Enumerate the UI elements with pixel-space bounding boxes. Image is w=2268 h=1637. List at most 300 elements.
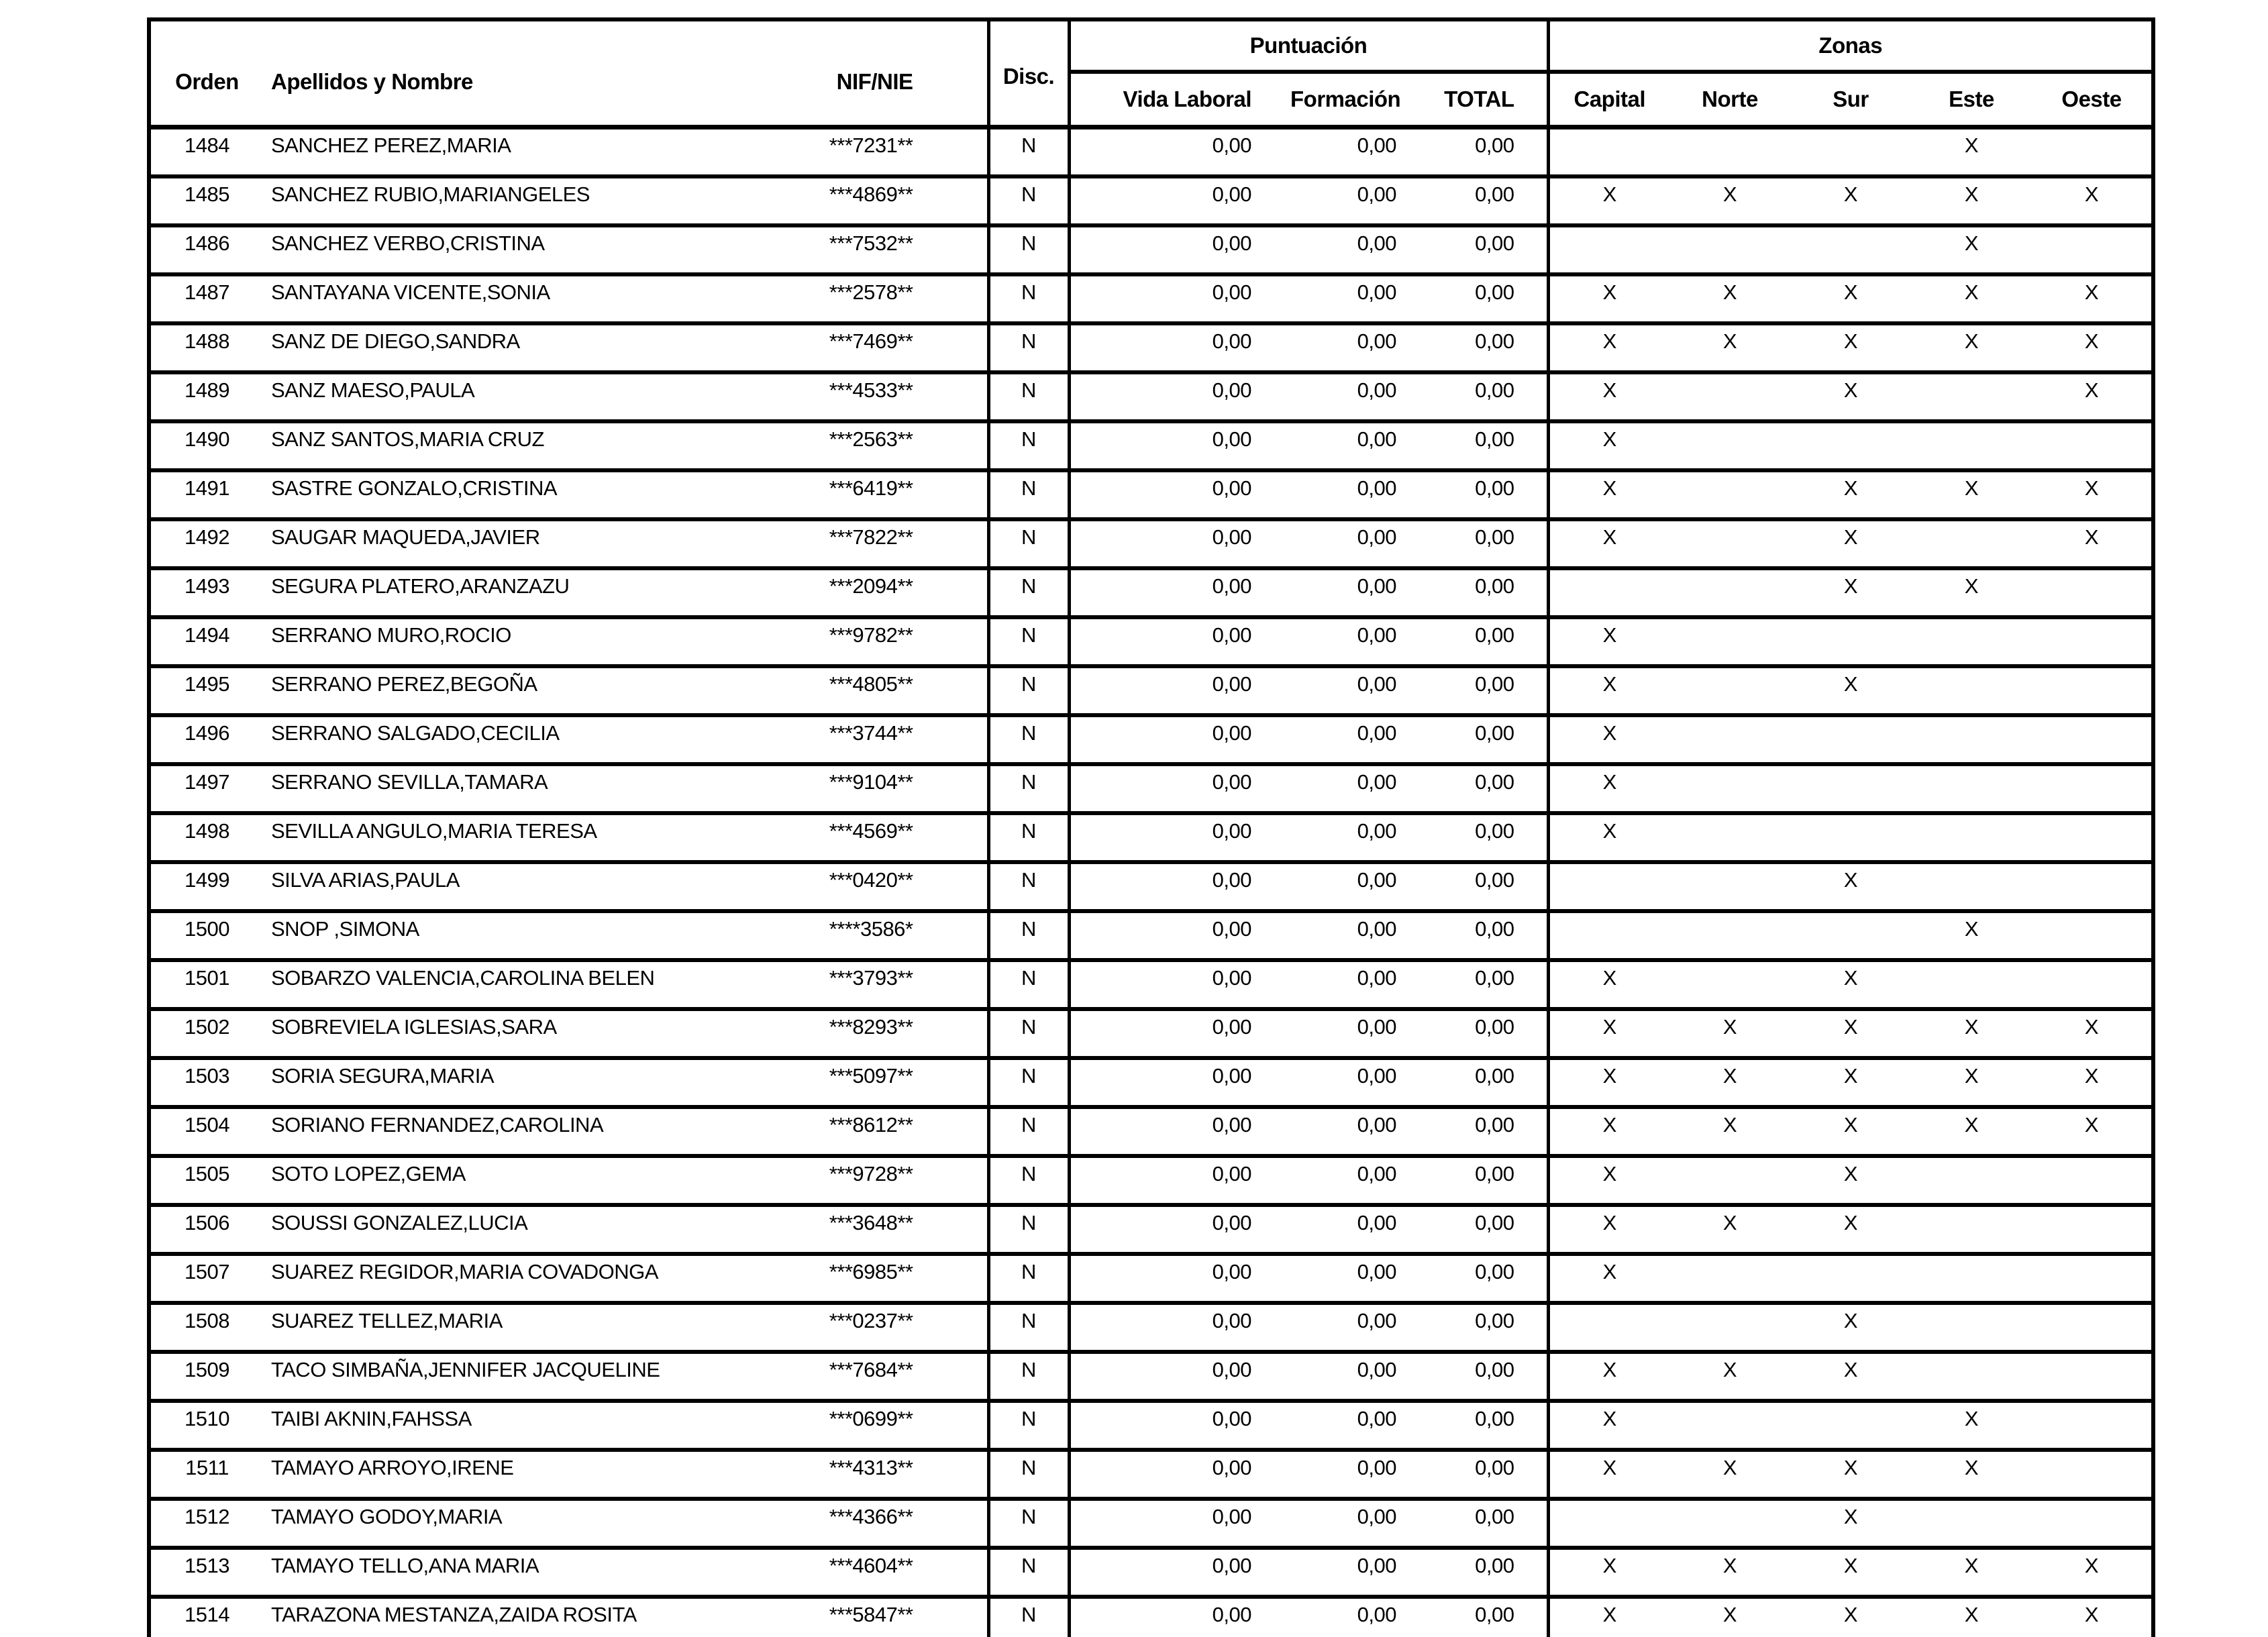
zona-este-cell	[1911, 862, 2032, 911]
orden-cell: 1490	[149, 421, 263, 470]
disc-cell: N	[988, 1254, 1069, 1303]
zona-capital-cell: X	[1548, 470, 1669, 519]
zona-este-cell: X	[1911, 1401, 2032, 1450]
zona-capital-cell	[1548, 127, 1669, 176]
vida-laboral-cell: 0,00	[1069, 1303, 1290, 1352]
zona-sur-cell: X	[1790, 1499, 1911, 1548]
zona-sur-cell: X	[1790, 666, 1911, 715]
col-header-nif: NIF/NIE	[836, 69, 913, 94]
zona-oeste-cell	[2032, 666, 2153, 715]
zona-sur-cell: X	[1790, 1597, 1911, 1637]
zona-norte-cell	[1669, 1499, 1790, 1548]
zona-norte-cell: X	[1669, 1548, 1790, 1597]
zona-sur-cell: X	[1790, 1058, 1911, 1107]
name-cell: SANZ DE DIEGO,SANDRA	[263, 323, 706, 372]
nif-cell: ***6419**	[706, 470, 988, 519]
zona-sur-cell: X	[1790, 1352, 1911, 1401]
disc-cell: N	[988, 764, 1069, 813]
zona-este-cell: X	[1911, 1107, 2032, 1156]
zona-norte-cell	[1669, 862, 1790, 911]
zona-este-cell: X	[1911, 1597, 2032, 1637]
disc-cell: N	[988, 568, 1069, 617]
orden-cell: 1488	[149, 323, 263, 372]
zona-capital-cell: X	[1548, 1205, 1669, 1254]
name-cell: SEGURA PLATERO,ARANZAZU	[263, 568, 706, 617]
col-header-orden: Orden	[175, 69, 239, 94]
orden-cell: 1484	[149, 127, 263, 176]
name-cell: SEVILLA ANGULO,MARIA TERESA	[263, 813, 706, 862]
total-cell: 0,00	[1425, 813, 1548, 862]
zona-sur-cell: X	[1790, 274, 1911, 323]
nif-cell: ***7231**	[706, 127, 988, 176]
zona-capital-cell: X	[1548, 764, 1669, 813]
col-header-vida-laboral: Vida Laboral	[1123, 87, 1251, 111]
zona-sur-cell: X	[1790, 176, 1911, 225]
orden-cell: 1502	[149, 1009, 263, 1058]
disc-cell: N	[988, 421, 1069, 470]
total-cell: 0,00	[1425, 1597, 1548, 1637]
zona-sur-cell	[1790, 813, 1911, 862]
zona-norte-cell	[1669, 960, 1790, 1009]
total-cell: 0,00	[1425, 323, 1548, 372]
orden-cell: 1498	[149, 813, 263, 862]
disc-cell: N	[988, 862, 1069, 911]
vida-laboral-cell: 0,00	[1069, 421, 1290, 470]
zona-este-cell: X	[1911, 1009, 2032, 1058]
table-row	[149, 1450, 2153, 1499]
orden-cell: 1512	[149, 1499, 263, 1548]
zona-oeste-cell	[2032, 1499, 2153, 1548]
disc-cell: N	[988, 1352, 1069, 1401]
nif-cell: ***2563**	[706, 421, 988, 470]
nif-cell: ***4313**	[706, 1450, 988, 1499]
zona-oeste-cell: X	[2032, 1009, 2153, 1058]
zona-sur-cell: X	[1790, 1205, 1911, 1254]
orden-cell: 1507	[149, 1254, 263, 1303]
formacion-cell: 0,00	[1290, 323, 1425, 372]
disc-cell: N	[988, 127, 1069, 176]
total-cell: 0,00	[1425, 1205, 1548, 1254]
zona-este-cell	[1911, 715, 2032, 764]
zona-oeste-cell	[2032, 127, 2153, 176]
orden-cell: 1503	[149, 1058, 263, 1107]
formacion-cell: 0,00	[1290, 1058, 1425, 1107]
vida-laboral-cell: 0,00	[1069, 862, 1290, 911]
zona-capital-cell: X	[1548, 960, 1669, 1009]
zona-sur-cell: X	[1790, 519, 1911, 568]
orden-cell: 1485	[149, 176, 263, 225]
nif-cell: ***4604**	[706, 1548, 988, 1597]
orden-cell: 1511	[149, 1450, 263, 1499]
zona-este-cell	[1911, 372, 2032, 421]
zona-este-cell	[1911, 960, 2032, 1009]
name-cell: SORIA SEGURA,MARIA	[263, 1058, 706, 1107]
name-cell: SANTAYANA VICENTE,SONIA	[263, 274, 706, 323]
table-row	[149, 225, 2153, 274]
name-cell: SERRANO MURO,ROCIO	[263, 617, 706, 666]
vida-laboral-cell: 0,00	[1069, 225, 1290, 274]
total-cell: 0,00	[1425, 960, 1548, 1009]
col-header-disc: Disc.	[988, 19, 1069, 127]
total-cell: 0,00	[1425, 568, 1548, 617]
vida-laboral-cell: 0,00	[1069, 813, 1290, 862]
zona-sur-cell: X	[1790, 1450, 1911, 1499]
zona-norte-cell	[1669, 1254, 1790, 1303]
formacion-cell: 0,00	[1290, 862, 1425, 911]
zona-este-cell: X	[1911, 127, 2032, 176]
table-row	[149, 862, 2153, 911]
zona-sur-cell: X	[1790, 1303, 1911, 1352]
orden-cell: 1489	[149, 372, 263, 421]
group-header-zonas: Zonas	[1548, 19, 2153, 72]
vida-laboral-cell: 0,00	[1069, 1254, 1290, 1303]
nif-cell: ***8612**	[706, 1107, 988, 1156]
orden-cell: 1486	[149, 225, 263, 274]
zona-oeste-cell	[2032, 813, 2153, 862]
zona-oeste-cell: X	[2032, 1058, 2153, 1107]
zona-este-cell: X	[1911, 323, 2032, 372]
total-cell: 0,00	[1425, 764, 1548, 813]
vida-laboral-cell: 0,00	[1069, 1499, 1290, 1548]
table-row	[149, 421, 2153, 470]
disc-cell: N	[988, 1499, 1069, 1548]
zona-capital-cell: X	[1548, 666, 1669, 715]
zona-norte-cell	[1669, 127, 1790, 176]
total-cell: 0,00	[1425, 1156, 1548, 1205]
orden-cell: 1500	[149, 911, 263, 960]
zona-oeste-cell: X	[2032, 519, 2153, 568]
zona-norte-cell	[1669, 764, 1790, 813]
name-cell: SANCHEZ PEREZ,MARIA	[263, 127, 706, 176]
zona-oeste-cell	[2032, 960, 2153, 1009]
formacion-cell: 0,00	[1290, 1499, 1425, 1548]
zona-capital-cell: X	[1548, 1254, 1669, 1303]
zona-este-cell	[1911, 813, 2032, 862]
nif-cell: ***7469**	[706, 323, 988, 372]
zona-sur-cell	[1790, 617, 1911, 666]
nif-cell: ***2094**	[706, 568, 988, 617]
formacion-cell: 0,00	[1290, 1303, 1425, 1352]
nif-cell: ***3793**	[706, 960, 988, 1009]
zona-oeste-cell: X	[2032, 1107, 2153, 1156]
zona-este-cell	[1911, 1303, 2032, 1352]
zona-capital-cell: X	[1548, 1009, 1669, 1058]
formacion-cell: 0,00	[1290, 1254, 1425, 1303]
formacion-cell: 0,00	[1290, 911, 1425, 960]
zona-capital-cell: X	[1548, 176, 1669, 225]
zona-capital-cell	[1548, 1303, 1669, 1352]
zona-capital-cell	[1548, 1499, 1669, 1548]
zona-sur-cell: X	[1790, 960, 1911, 1009]
zona-capital-cell: X	[1548, 372, 1669, 421]
total-cell: 0,00	[1425, 421, 1548, 470]
nif-cell: ***4869**	[706, 176, 988, 225]
zona-norte-cell	[1669, 519, 1790, 568]
zona-capital-cell	[1548, 568, 1669, 617]
zona-norte-cell: X	[1669, 1058, 1790, 1107]
formacion-cell: 0,00	[1290, 666, 1425, 715]
zona-oeste-cell	[2032, 911, 2153, 960]
zona-norte-cell	[1669, 1303, 1790, 1352]
zona-oeste-cell	[2032, 764, 2153, 813]
disc-cell: N	[988, 176, 1069, 225]
zona-este-cell	[1911, 519, 2032, 568]
vida-laboral-cell: 0,00	[1069, 1205, 1290, 1254]
disc-cell: N	[988, 274, 1069, 323]
zona-norte-cell	[1669, 568, 1790, 617]
zona-oeste-cell: X	[2032, 372, 2153, 421]
zona-este-cell	[1911, 1352, 2032, 1401]
zona-capital-cell	[1548, 225, 1669, 274]
group-header-puntuacion: Puntuación	[1069, 19, 1548, 72]
name-cell: SANZ SANTOS,MARIA CRUZ	[263, 421, 706, 470]
total-cell: 0,00	[1425, 666, 1548, 715]
table-row	[149, 1205, 2153, 1254]
zona-sur-cell	[1790, 127, 1911, 176]
vida-laboral-cell: 0,00	[1069, 1156, 1290, 1205]
results-table	[147, 17, 2155, 1637]
disc-cell: N	[988, 1205, 1069, 1254]
orden-cell: 1510	[149, 1401, 263, 1450]
vida-laboral-cell: 0,00	[1069, 1107, 1290, 1156]
zona-capital-cell: X	[1548, 715, 1669, 764]
formacion-cell: 0,00	[1290, 1352, 1425, 1401]
nif-cell: ***6985**	[706, 1254, 988, 1303]
total-cell: 0,00	[1425, 127, 1548, 176]
vida-laboral-cell: 0,00	[1069, 470, 1290, 519]
vida-laboral-cell: 0,00	[1069, 960, 1290, 1009]
zona-oeste-cell	[2032, 1254, 2153, 1303]
nif-cell: ***4805**	[706, 666, 988, 715]
zona-oeste-cell	[2032, 421, 2153, 470]
zona-oeste-cell	[2032, 1303, 2153, 1352]
table-row	[149, 1107, 2153, 1156]
zona-norte-cell	[1669, 421, 1790, 470]
zona-este-cell: X	[1911, 176, 2032, 225]
zona-norte-cell: X	[1669, 1009, 1790, 1058]
orden-cell: 1501	[149, 960, 263, 1009]
name-cell: TAMAYO GODOY,MARIA	[263, 1499, 706, 1548]
table-header	[149, 19, 2153, 127]
name-cell: SNOP ,SIMONA	[263, 911, 706, 960]
orden-cell: 1504	[149, 1107, 263, 1156]
zona-este-cell: X	[1911, 1058, 2032, 1107]
table-row	[149, 715, 2153, 764]
name-cell: SUAREZ TELLEZ,MARIA	[263, 1303, 706, 1352]
zona-norte-cell	[1669, 1156, 1790, 1205]
col-header-formacion: Formación	[1290, 87, 1401, 111]
zona-capital-cell: X	[1548, 1156, 1669, 1205]
table-row	[149, 764, 2153, 813]
zona-norte-cell	[1669, 666, 1790, 715]
zona-sur-cell: X	[1790, 372, 1911, 421]
zona-sur-cell: X	[1790, 862, 1911, 911]
zona-oeste-cell: X	[2032, 470, 2153, 519]
zona-este-cell: X	[1911, 274, 2032, 323]
zona-norte-cell: X	[1669, 323, 1790, 372]
zona-este-cell: X	[1911, 470, 2032, 519]
nif-cell: ***4366**	[706, 1499, 988, 1548]
nif-cell: ***7822**	[706, 519, 988, 568]
total-cell: 0,00	[1425, 1352, 1548, 1401]
total-cell: 0,00	[1425, 715, 1548, 764]
vida-laboral-cell: 0,00	[1069, 323, 1290, 372]
zona-capital-cell: X	[1548, 323, 1669, 372]
table-row	[149, 911, 2153, 960]
zona-este-cell	[1911, 1499, 2032, 1548]
total-cell: 0,00	[1425, 1548, 1548, 1597]
zona-este-cell	[1911, 1254, 2032, 1303]
disc-cell: N	[988, 1009, 1069, 1058]
formacion-cell: 0,00	[1290, 127, 1425, 176]
zona-este-cell: X	[1911, 1548, 2032, 1597]
zona-oeste-cell	[2032, 862, 2153, 911]
zona-sur-cell: X	[1790, 1156, 1911, 1205]
zona-este-cell: X	[1911, 225, 2032, 274]
table-row	[149, 666, 2153, 715]
nif-cell: ***3744**	[706, 715, 988, 764]
vida-laboral-cell: 0,00	[1069, 176, 1290, 225]
zona-oeste-cell	[2032, 568, 2153, 617]
zona-norte-cell	[1669, 715, 1790, 764]
nif-cell: ***4533**	[706, 372, 988, 421]
total-cell: 0,00	[1425, 274, 1548, 323]
name-cell: SUAREZ REGIDOR,MARIA COVADONGA	[263, 1254, 706, 1303]
zona-norte-cell: X	[1669, 1205, 1790, 1254]
header-row-groups	[149, 19, 2153, 72]
col-header-capital: Capital	[1548, 72, 1669, 127]
formacion-cell: 0,00	[1290, 274, 1425, 323]
formacion-cell: 0,00	[1290, 617, 1425, 666]
table-row	[149, 1303, 2153, 1352]
formacion-cell: 0,00	[1290, 176, 1425, 225]
nif-cell: ***3648**	[706, 1205, 988, 1254]
vida-laboral-cell: 0,00	[1069, 764, 1290, 813]
formacion-cell: 0,00	[1290, 421, 1425, 470]
orden-cell: 1505	[149, 1156, 263, 1205]
name-cell: SERRANO PEREZ,BEGOÑA	[263, 666, 706, 715]
disc-cell: N	[988, 1303, 1069, 1352]
name-cell: TAIBI AKNIN,FAHSSA	[263, 1401, 706, 1450]
name-cell: TARAZONA MESTANZA,ZAIDA ROSITA	[263, 1597, 706, 1637]
disc-cell: N	[988, 813, 1069, 862]
nif-cell: ***9104**	[706, 764, 988, 813]
orden-cell: 1509	[149, 1352, 263, 1401]
zona-norte-cell	[1669, 372, 1790, 421]
table-row	[149, 1352, 2153, 1401]
vida-laboral-cell: 0,00	[1069, 372, 1290, 421]
nif-cell: ***5097**	[706, 1058, 988, 1107]
vida-laboral-cell: 0,00	[1069, 1352, 1290, 1401]
name-cell: TACO SIMBAÑA,JENNIFER JACQUELINE	[263, 1352, 706, 1401]
total-cell: 0,00	[1425, 911, 1548, 960]
zona-este-cell	[1911, 421, 2032, 470]
name-cell: SOBARZO VALENCIA,CAROLINA BELEN	[263, 960, 706, 1009]
disc-cell: N	[988, 1058, 1069, 1107]
vida-laboral-cell: 0,00	[1069, 1058, 1290, 1107]
zona-norte-cell: X	[1669, 1352, 1790, 1401]
table-body	[149, 127, 2153, 1637]
nif-cell: ***0237**	[706, 1303, 988, 1352]
zona-capital-cell: X	[1548, 1107, 1669, 1156]
zona-oeste-cell	[2032, 1156, 2153, 1205]
formacion-cell: 0,00	[1290, 1401, 1425, 1450]
col-header-total: TOTAL	[1444, 87, 1514, 111]
disc-cell: N	[988, 372, 1069, 421]
orden-cell: 1499	[149, 862, 263, 911]
total-cell: 0,00	[1425, 1303, 1548, 1352]
zona-sur-cell	[1790, 421, 1911, 470]
formacion-cell: 0,00	[1290, 1205, 1425, 1254]
vida-laboral-cell: 0,00	[1069, 666, 1290, 715]
zona-capital-cell: X	[1548, 1401, 1669, 1450]
table-row	[149, 127, 2153, 176]
formacion-cell: 0,00	[1290, 470, 1425, 519]
zona-norte-cell	[1669, 470, 1790, 519]
table-row	[149, 1009, 2153, 1058]
disc-cell: N	[988, 1548, 1069, 1597]
formacion-cell: 0,00	[1290, 960, 1425, 1009]
zona-oeste-cell: X	[2032, 176, 2153, 225]
table-row	[149, 176, 2153, 225]
orden-cell: 1514	[149, 1597, 263, 1637]
total-cell: 0,00	[1425, 862, 1548, 911]
zona-sur-cell: X	[1790, 323, 1911, 372]
zona-oeste-cell	[2032, 1352, 2153, 1401]
zona-este-cell: X	[1911, 1450, 2032, 1499]
name-cell: SANZ MAESO,PAULA	[263, 372, 706, 421]
vida-laboral-cell: 0,00	[1069, 1450, 1290, 1499]
name-cell: SANCHEZ VERBO,CRISTINA	[263, 225, 706, 274]
zona-este-cell	[1911, 666, 2032, 715]
nif-cell: ***9728**	[706, 1156, 988, 1205]
table-row	[149, 1058, 2153, 1107]
orden-cell: 1493	[149, 568, 263, 617]
table-row	[149, 372, 2153, 421]
zona-sur-cell	[1790, 1254, 1911, 1303]
vida-laboral-cell: 0,00	[1069, 568, 1290, 617]
col-header-sur: Sur	[1833, 87, 1869, 111]
formacion-cell: 0,00	[1290, 519, 1425, 568]
total-cell: 0,00	[1425, 1009, 1548, 1058]
name-cell: TAMAYO ARROYO,IRENE	[263, 1450, 706, 1499]
zona-capital-cell: X	[1548, 519, 1669, 568]
nif-cell: ***4569**	[706, 813, 988, 862]
formacion-cell: 0,00	[1290, 1548, 1425, 1597]
zona-capital-cell: X	[1548, 1548, 1669, 1597]
orden-cell: 1495	[149, 666, 263, 715]
nif-cell: ***0699**	[706, 1401, 988, 1450]
name-cell: SILVA ARIAS,PAULA	[263, 862, 706, 911]
formacion-cell: 0,00	[1290, 568, 1425, 617]
total-cell: 0,00	[1425, 1107, 1548, 1156]
zona-este-cell	[1911, 617, 2032, 666]
total-cell: 0,00	[1425, 372, 1548, 421]
vida-laboral-cell: 0,00	[1069, 1009, 1290, 1058]
nif-cell: ***8293**	[706, 1009, 988, 1058]
disc-cell: N	[988, 470, 1069, 519]
formacion-cell: 0,00	[1290, 715, 1425, 764]
col-header-norte: Norte	[1702, 87, 1758, 111]
orden-cell: 1497	[149, 764, 263, 813]
zona-capital-cell: X	[1548, 1058, 1669, 1107]
disc-cell: N	[988, 617, 1069, 666]
nif-cell: ****3586*	[706, 911, 988, 960]
vida-laboral-cell: 0,00	[1069, 1597, 1290, 1637]
nif-cell: ***2578**	[706, 274, 988, 323]
name-cell: SORIANO FERNANDEZ,CAROLINA	[263, 1107, 706, 1156]
total-cell: 0,00	[1425, 176, 1548, 225]
